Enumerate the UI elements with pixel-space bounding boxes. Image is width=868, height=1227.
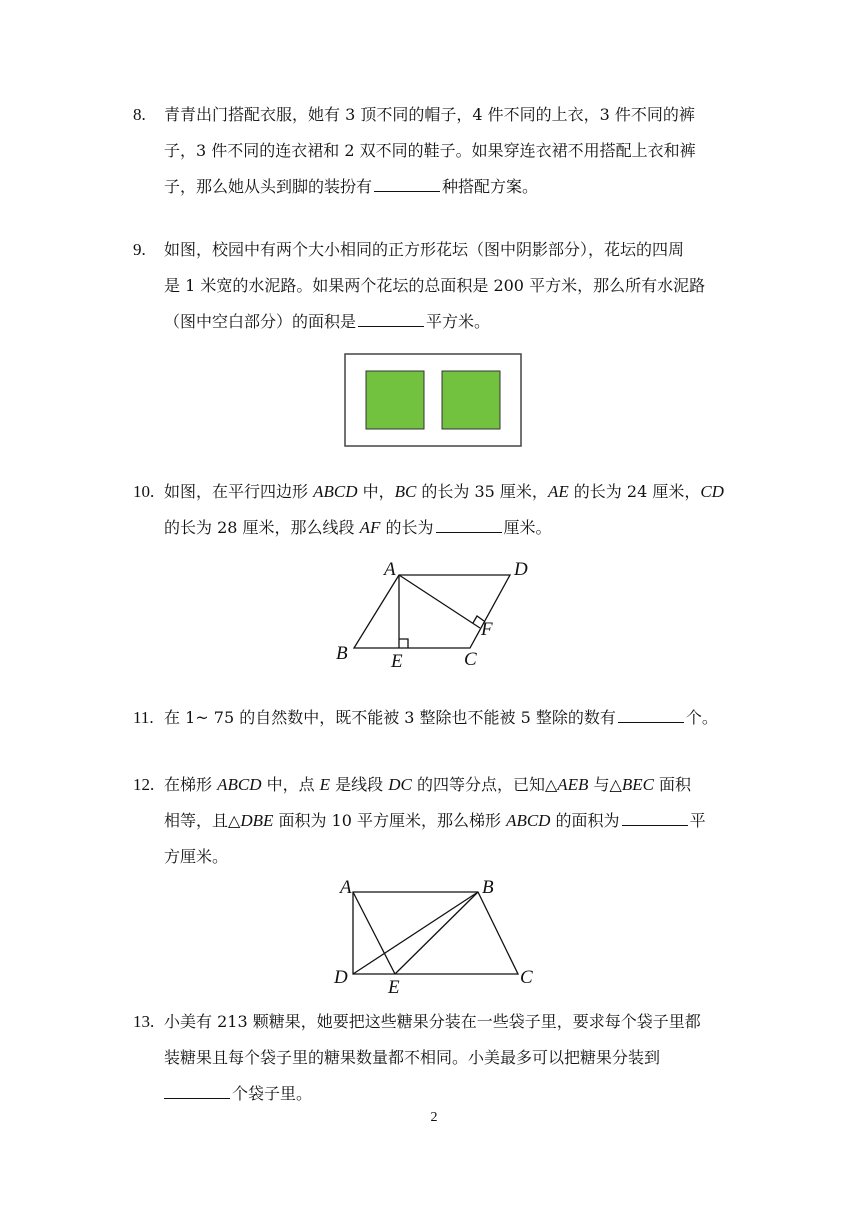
segment-af xyxy=(399,575,480,628)
problem-text-line: 是 1 米宽的水泥路。如果两个花坛的总面积是 200 平方米，那么所有水泥路 xyxy=(164,276,706,295)
label-e: E xyxy=(388,977,400,998)
trapezoid-abcd xyxy=(353,892,518,974)
problem-text-line: 装糖果且每个袋子里的糖果数量都不相同。小美最多可以把糖果分装到 xyxy=(164,1048,661,1067)
problem-number: 9. xyxy=(133,240,146,259)
label-d: D xyxy=(334,967,348,988)
page-number: 2 xyxy=(430,1110,438,1125)
problem-text-line: 个袋子里。 xyxy=(164,1084,312,1104)
problem-number: 12. xyxy=(133,775,155,794)
label-b: B xyxy=(482,877,494,898)
label-d: D xyxy=(514,559,528,580)
label-f: F xyxy=(481,619,493,640)
flower-bed-figure xyxy=(344,353,522,447)
segment-bd xyxy=(353,892,478,974)
problem-text-line: 方厘米。 xyxy=(164,847,229,866)
problem-text-line: 如图，校园中有两个大小相同的正方形花坛（图中阴影部分），花坛的四周 xyxy=(164,240,685,259)
flower-bed-right xyxy=(442,371,500,429)
label-c: C xyxy=(464,649,477,670)
problem-text-line: 子，3 件不同的连衣裙和 2 双不同的鞋子。如果穿连衣裙不用搭配上衣和裤 xyxy=(164,141,696,160)
problem-text-line: 青青出门搭配衣服，她有 3 顶不同的帽子，4 件不同的上衣，3 件不同的裤 xyxy=(164,105,695,124)
answer-blank[interactable] xyxy=(358,312,424,327)
answer-blank[interactable] xyxy=(164,1084,230,1099)
right-angle-e xyxy=(399,639,408,648)
answer-blank[interactable] xyxy=(622,811,688,826)
flower-bed-left xyxy=(366,371,424,429)
problem-number: 13. xyxy=(133,1012,155,1031)
trapezoid-figure xyxy=(330,875,540,1000)
answer-blank[interactable] xyxy=(374,177,440,192)
problem-text-line: 小美有 213 颗糖果，她要把这些糖果分装在一些袋子里，要求每个袋子里都 xyxy=(164,1012,701,1031)
answer-blank[interactable] xyxy=(618,708,684,723)
segment-be xyxy=(395,892,478,974)
problem-text-line: 在梯形 ABCD 中，点 E 是线段 DC 的四等分点，已知△AEB 与△BEC 面积 xyxy=(164,775,692,794)
problem-text-line: 的长为 28 厘米，那么线段 AF 的长为 厘米。 xyxy=(164,518,552,537)
problem-text-line: 如图，在平行四边形 ABCD 中，BC 的长为 35 厘米，AE 的长为 24 厘米，CD xyxy=(164,482,724,501)
label-c: C xyxy=(520,967,533,988)
answer-blank[interactable] xyxy=(436,518,502,533)
problem-number: 8. xyxy=(133,105,146,124)
label-a: A xyxy=(384,559,396,580)
problem-text-line: 在 1~ 75 的自然数中，既不能被 3 整除也不能被 5 整除的数有 个。 xyxy=(164,708,718,727)
label-b: B xyxy=(336,643,348,664)
label-a: A xyxy=(340,877,352,898)
problem-text-line: 子，那么她从头到脚的装扮有 种搭配方案。 xyxy=(164,177,539,196)
label-e: E xyxy=(391,651,403,672)
segment-ae xyxy=(353,892,395,974)
problem-text-line: （图中空白部分）的面积是 平方米。 xyxy=(164,312,491,331)
problem-number: 11. xyxy=(133,708,154,727)
problem-number: 10. xyxy=(133,482,155,501)
parallelogram-figure xyxy=(330,555,540,675)
problem-text-line: 相等，且△DBE 面积为 10 平方厘米，那么梯形 ABCD 的面积为 平 xyxy=(164,811,706,830)
